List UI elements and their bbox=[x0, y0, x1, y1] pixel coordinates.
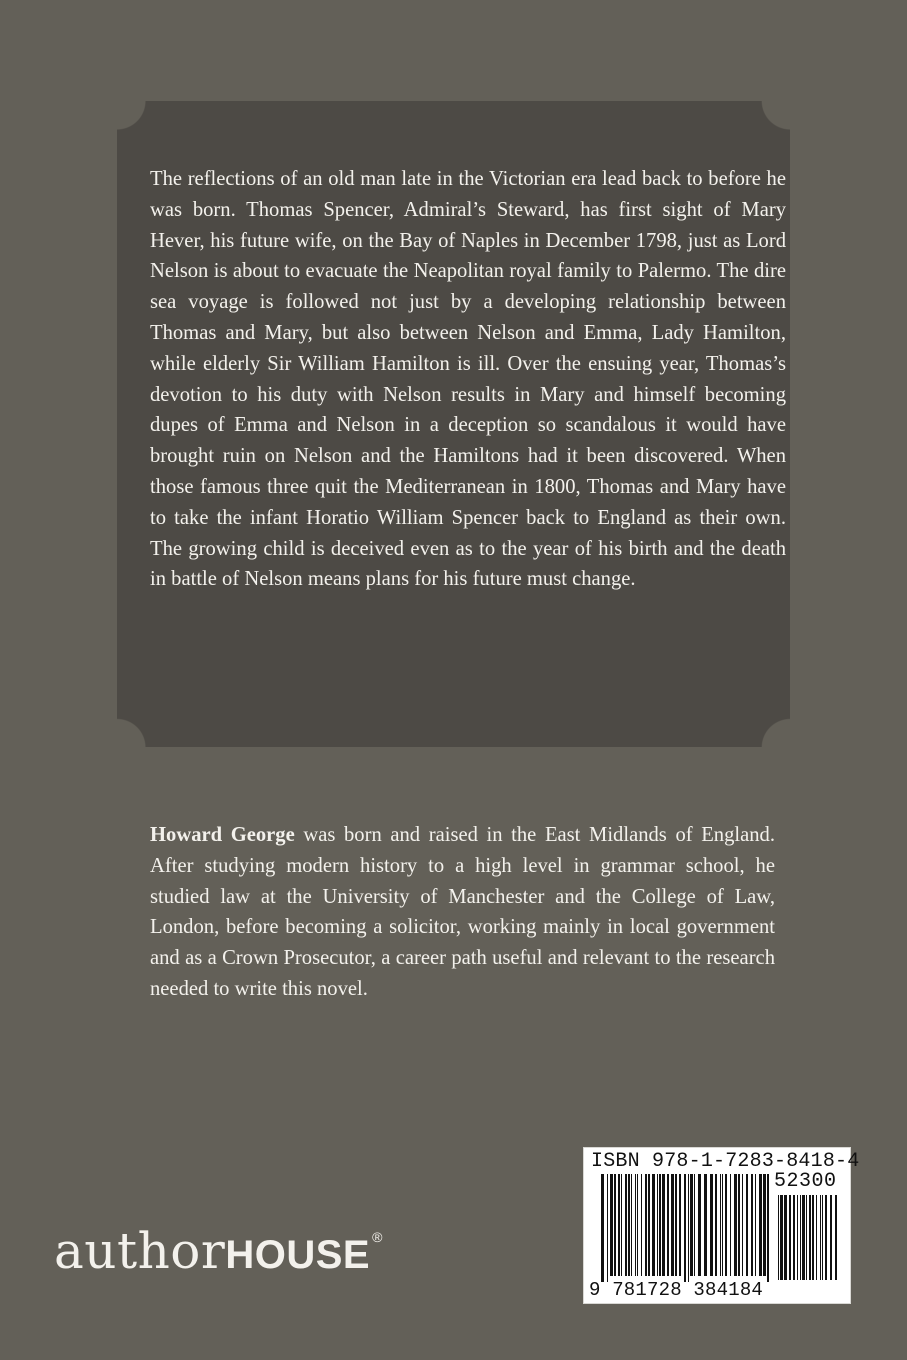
barcode-bar bbox=[725, 1174, 727, 1276]
barcode-bar bbox=[820, 1195, 821, 1280]
barcode-bar bbox=[679, 1174, 681, 1276]
barcode-bar bbox=[662, 1174, 665, 1276]
barcode-bar bbox=[835, 1195, 837, 1280]
barcode-bar bbox=[667, 1174, 669, 1276]
barcode-bar bbox=[607, 1174, 608, 1282]
barcode-bar bbox=[797, 1195, 798, 1280]
publisher-logo-house: HOUSE bbox=[225, 1233, 371, 1277]
barcode-bar bbox=[812, 1195, 814, 1280]
barcode-bar bbox=[631, 1174, 632, 1276]
barcode-bar bbox=[621, 1174, 622, 1276]
author-bio bbox=[150, 820, 775, 1005]
barcode-bar bbox=[755, 1174, 756, 1276]
author-name: Howard George bbox=[150, 824, 295, 846]
barcode-bar bbox=[780, 1195, 783, 1280]
barcode-bar bbox=[715, 1174, 717, 1276]
barcode-bar bbox=[641, 1174, 642, 1276]
barcode-bar bbox=[738, 1174, 740, 1276]
barcode-bar bbox=[688, 1174, 689, 1282]
publisher-logo bbox=[54, 1222, 382, 1280]
barcode-bar bbox=[648, 1174, 650, 1276]
barcode-bar bbox=[789, 1195, 791, 1280]
barcode-bar bbox=[675, 1174, 677, 1276]
registered-mark: ® bbox=[372, 1229, 383, 1245]
author-bio-text: was born and raised in the East Midlands of England. After studying modern history to a high level in grammar school, he studied law at the University of Manchester and the College of Law, London, before becoming a solicitor, working mainly in local government and as a Crown Prosecutor, a career path useful and relevant to the research needed to write this novel. bbox=[150, 824, 775, 1000]
barcode-bar bbox=[759, 1174, 762, 1276]
barcode-bar bbox=[806, 1195, 807, 1280]
barcode-bar bbox=[720, 1174, 721, 1276]
barcode-bar bbox=[635, 1174, 636, 1276]
barcode-bar bbox=[722, 1174, 723, 1276]
synopsis-text: The reflections of an old man late in the Victorian era lead back to before he was born. Thomas Spencer, Admiral’s Steward, has first sight of Mary Hever, his future wife, on the Bay of Naples in December 1798, just as Lord Nelson is about to evacuate the Neapolitan royal family to Palermo. The dire sea voyage is followed not just by a developing relationship between Thomas and Mary, but also between Nelson and Emma, Lady Hamilton, while elderly Sir William Hamilton is ill. Over the ensuing year, Thomas’s devotion to his duty with Nelson results in Mary and himself becoming dupes of Emma and Nelson in a deception so scandalous it would have brought ruin on Nelson and the Hamiltons had it been discovered. When those famous three quit the Mediterranean in 1800, Thomas and Mary have to take the infant Horatio William Spencer back to England as their own. The growing child is deceived even as to the year of his birth and the death in battle of Nelson means plans for his future must change. bbox=[150, 168, 786, 591]
barcode-bar bbox=[601, 1174, 604, 1282]
price-barcode bbox=[778, 1195, 842, 1280]
barcode-bar bbox=[763, 1174, 766, 1276]
barcode-bar bbox=[822, 1195, 823, 1280]
barcode-bar bbox=[645, 1174, 647, 1276]
isbn-barcode bbox=[601, 1174, 771, 1282]
barcode-bar bbox=[816, 1195, 817, 1280]
barcode-bar bbox=[671, 1174, 674, 1276]
ean-digits: 9 781728 384184 bbox=[589, 1279, 764, 1301]
barcode-bar bbox=[800, 1195, 801, 1280]
barcode-bar bbox=[637, 1174, 638, 1276]
barcode-bar bbox=[625, 1174, 627, 1276]
barcode-bar bbox=[657, 1174, 658, 1276]
price-code: 52300 bbox=[774, 1170, 837, 1193]
barcode-bar bbox=[614, 1174, 616, 1276]
barcode-bar bbox=[698, 1174, 701, 1276]
barcode-bar bbox=[742, 1174, 743, 1276]
barcode-box bbox=[583, 1147, 860, 1304]
barcode-bar bbox=[809, 1195, 811, 1280]
barcode-bar bbox=[751, 1174, 753, 1276]
barcode-bar bbox=[694, 1174, 695, 1276]
barcode-bar bbox=[746, 1174, 748, 1276]
barcode-bar bbox=[778, 1195, 779, 1280]
barcode-bar bbox=[628, 1174, 630, 1276]
barcode-bar bbox=[710, 1174, 713, 1276]
barcode-bar bbox=[730, 1174, 731, 1276]
barcode-bar bbox=[610, 1174, 613, 1276]
publisher-logo-author: author bbox=[54, 1222, 226, 1280]
barcode-bar bbox=[690, 1174, 693, 1276]
barcode-bar bbox=[659, 1174, 661, 1276]
isbn-label: ISBN 978-1-7283-8418-4 bbox=[591, 1150, 860, 1173]
barcode-bar bbox=[802, 1195, 805, 1280]
barcode-bar bbox=[830, 1195, 832, 1280]
barcode-bar bbox=[825, 1195, 827, 1280]
barcode-bar bbox=[767, 1174, 769, 1282]
barcode-bar bbox=[784, 1195, 787, 1280]
barcode-bar bbox=[618, 1174, 620, 1276]
barcode-bar bbox=[734, 1174, 737, 1276]
barcode-bar bbox=[652, 1174, 655, 1276]
barcode-bar bbox=[684, 1174, 686, 1282]
barcode-bar bbox=[793, 1195, 795, 1280]
barcode-bar bbox=[704, 1174, 707, 1276]
